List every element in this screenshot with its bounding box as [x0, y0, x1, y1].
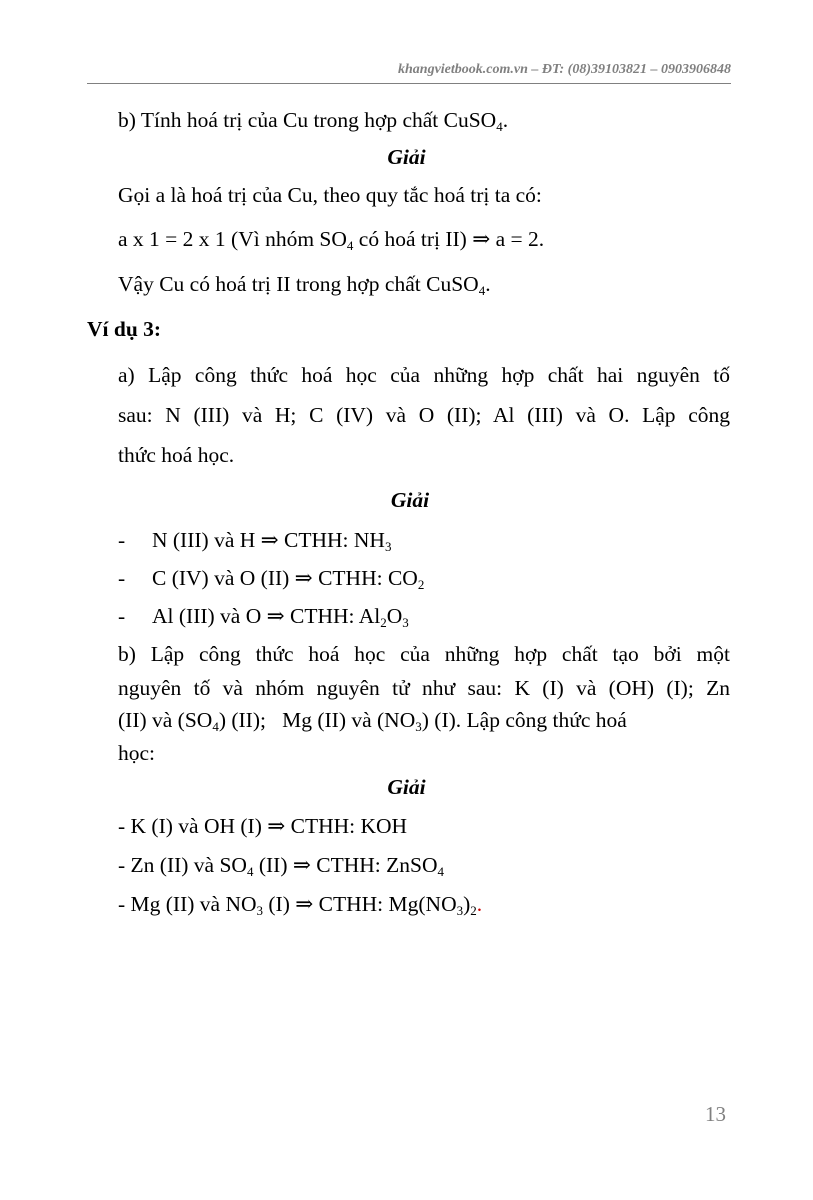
subscript: 2: [417, 577, 425, 592]
text: O: [386, 604, 403, 628]
text: có hoá trị II) ⇒ a = 2.: [353, 227, 545, 251]
subscript: 3: [456, 903, 464, 918]
part-a-question-line: thức hoá học.: [118, 443, 235, 467]
part-a-question-line: sau: N (III) và H; C (IV) và O (II); Al (III) và O. Lập công: [118, 403, 730, 427]
answer-item: [118, 568, 424, 590]
text: .: [476, 892, 483, 916]
text: b) Tính hoá trị của Cu trong hợp chất CuSO: [118, 108, 497, 132]
subscript: 4: [478, 283, 486, 298]
part-b-question-line: nguyên tố và nhóm nguyên tử như sau: K (I) và (OH) (I); Zn: [118, 676, 730, 700]
text: .: [502, 108, 509, 132]
text: .: [485, 272, 491, 296]
part-a-question-line: a) Lập công thức hoá học của những hợp chất hai nguyên tố: [118, 363, 730, 387]
text: ): [463, 892, 471, 916]
answer-item: [118, 530, 391, 552]
solution-conclusion: [118, 274, 491, 296]
text: (II) và (SO: [118, 708, 213, 732]
subscript: 4: [496, 119, 503, 134]
list-dash: -: [118, 566, 126, 590]
text: - Mg (II) và NO: [118, 892, 257, 916]
subscript: 3: [384, 539, 392, 554]
list-dash: -: [118, 528, 126, 552]
subscript: 2: [380, 615, 387, 630]
part-b-question: [118, 110, 508, 132]
solution-line: [118, 229, 544, 251]
header-divider: [87, 83, 731, 84]
subscript: 4: [212, 719, 219, 734]
solution-heading: Giải: [387, 145, 426, 169]
solution-heading: Giải: [387, 775, 426, 799]
text: Al (III) và O ⇒ CTHH: Al: [152, 604, 381, 628]
text: (II) ⇒ CTHH: ZnSO: [253, 853, 438, 877]
text: C (IV) và O (II) ⇒ CTHH: CO: [152, 566, 418, 590]
answer-item: [118, 606, 409, 628]
list-dash: -: [118, 604, 126, 628]
part-b-question-line: b) Lập công thức hoá học của những hợp chất tạo bởi một: [118, 642, 730, 666]
part-b-question-line: [118, 710, 730, 732]
answer-item: [118, 894, 482, 916]
running-header: khangvietbook.com.vn – ĐT: (08)39103821 – 0903906848: [398, 62, 731, 77]
answer-item: - K (I) và OH (I) ⇒ CTHH: KOH: [118, 814, 408, 838]
text: Vậy Cu có hoá trị II trong hợp chất CuSO: [118, 272, 479, 296]
subscript: 3: [402, 615, 409, 630]
subscript: 3: [256, 903, 264, 918]
answer-item: [118, 855, 444, 877]
text: N (III) và H ⇒ CTHH: NH: [152, 528, 385, 552]
solution-heading: Giải: [390, 488, 430, 512]
text: ) (II); Mg (II) và (NO: [218, 708, 416, 732]
solution-line: Gọi a là hoá trị của Cu, theo quy tắc hoá trị ta có:: [118, 183, 542, 207]
text: a x 1 = 2 x 1 (Vì nhóm SO: [118, 227, 347, 251]
subscript: 4: [346, 238, 354, 253]
subscript: 3: [415, 719, 422, 734]
text: [118, 710, 627, 732]
subscript: 4: [246, 864, 254, 879]
subscript: 2: [470, 903, 477, 918]
example-title: Ví dụ 3:: [87, 317, 162, 341]
text: ) (I). Lập công thức hoá: [421, 708, 627, 732]
text: (I) ⇒ CTHH: Mg(NO: [263, 892, 457, 916]
page-number: 13: [705, 1102, 726, 1126]
part-b-question-line: học:: [118, 741, 156, 765]
text: - Zn (II) và SO: [118, 853, 247, 877]
subscript: 4: [437, 864, 444, 879]
